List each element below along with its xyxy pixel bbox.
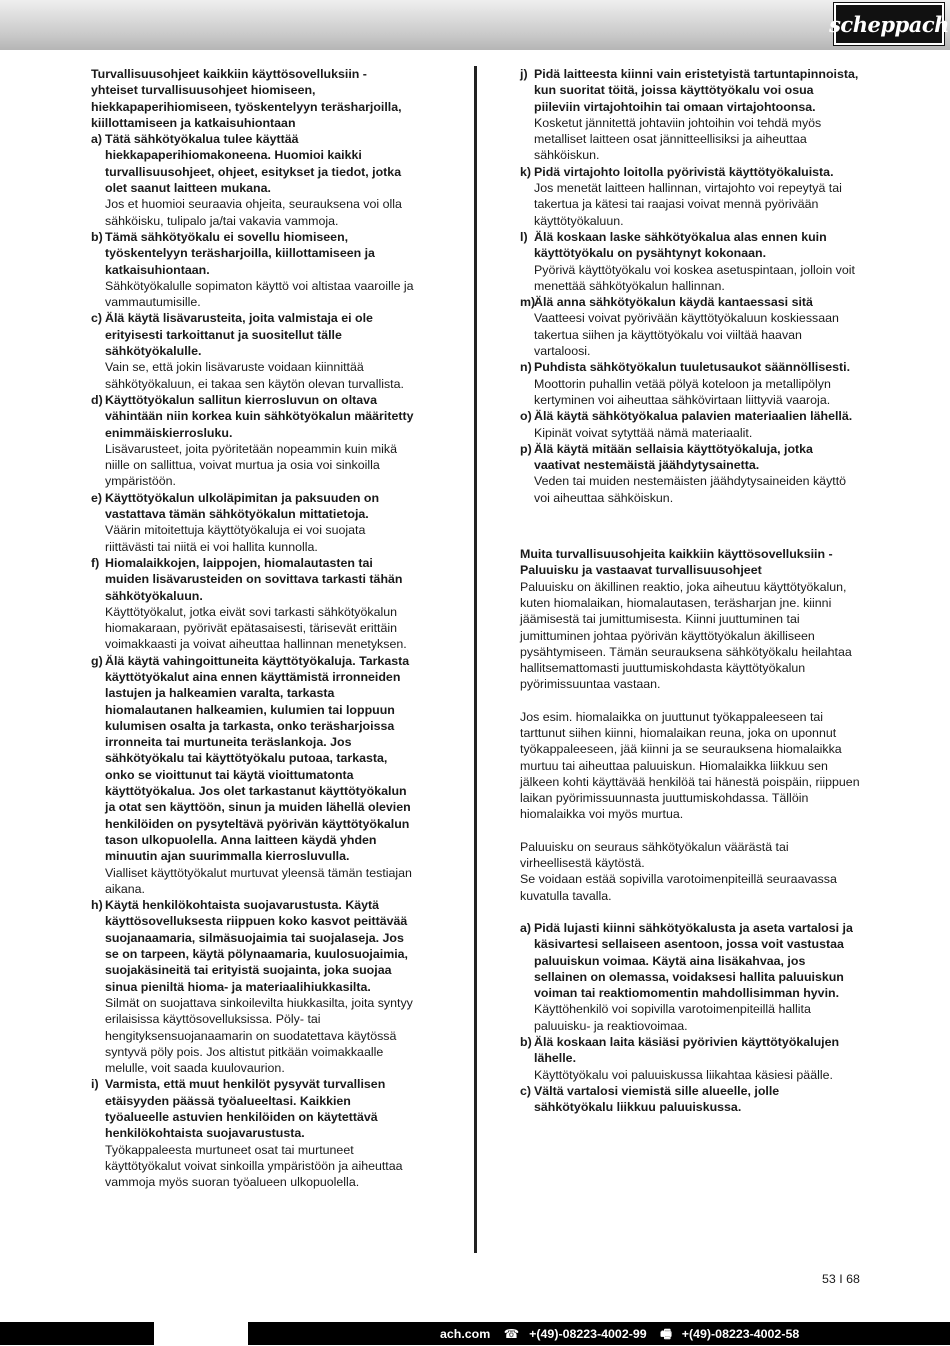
item-heading: Älä käytä sähkötyökalua palavien materiaalien lähellä. <box>534 409 853 424</box>
left-column <box>91 66 416 1190</box>
item-letter: g) <box>91 653 103 668</box>
item-heading: Käytä henkilökohtaista suojavarustusta. Käytä käyttösovelluksesta riippuen koko kasvot peittävää suojanaamaria, silmäsuojaimia tai suojalaseja. Jos se on tarpeen, käytä pölynaamaria, kuulosuojaimia, suojakäsineitä tai erityistä suojainta, joka suojaa sinua pieniltä hioma- ja materiaalihiukkasilta. <box>105 898 408 994</box>
item-heading: Tämä sähkötyökalu ei sovellu hiomiseen, työskentelyyn teräsharjoilla, kiillottamiseen ja katkaisuhiontaan. <box>105 229 375 277</box>
item-body <box>534 66 860 164</box>
kickback-paragraph-3a: Paluuisku on seuraus sähkötyökalun väärästä tai virheellisestä käytöstä. <box>520 839 789 871</box>
left-item <box>91 392 416 490</box>
item-text: Veden tai muiden nestemäisten jäähdytysaineiden käyttö voi aiheuttaa sähköiskun. <box>534 474 847 505</box>
column-divider <box>474 66 477 1253</box>
item-heading: Tätä sähkötyökalua tulee käyttää hiekkapaperihiomakoneena. Huomioi kaikki turvallisuusohjeet, ohjeet, esitykset ja tiedot, jotka olet saanut laitteen mukana. <box>105 132 402 196</box>
left-item <box>91 555 416 653</box>
item-letter: i) <box>91 1077 99 1092</box>
item-body <box>105 229 416 310</box>
left-item <box>91 490 416 555</box>
item-letter: k) <box>520 164 532 179</box>
item-text: Kosketut jännitettä johtaviin johtoihin voi tehdä myös metalliset laitteen osat jännitteellisiksi ja aiheuttaa sähköiskun. <box>534 115 822 163</box>
item-text: Moottorin puhallin vetää pölyä koteloon ja metallipölyn kertyminen voi aiheuttaa sähkövirtaan liittyviä vaaroja. <box>534 376 831 407</box>
item-body <box>534 1083 860 1116</box>
item-heading: Puhdista sähkötyökalun tuuletusaukot säännöllisesti. <box>534 360 851 375</box>
left-item <box>91 1076 416 1190</box>
phone-icon: ☎ <box>503 1327 520 1341</box>
right-item <box>520 164 860 229</box>
item-heading: Hiomalaikkojen, laippojen, hiomalautasten tai muiden lisävarusteiden on sovittava tarkasti tähän sähkötyökaluun. <box>105 555 403 603</box>
item-text: Vain se, että jokin lisävaruste voidaan kiinnittää sähkötyökaluun, ei takaa sen käytön olevan turvallista. <box>105 360 404 391</box>
left-item <box>91 131 416 229</box>
item-body <box>534 229 860 294</box>
footer-fax: +(49)-08223-4002-58 <box>681 1327 800 1341</box>
item-heading: Pidä virtajohto loitolla pyörivistä käyttötyökaluista. <box>534 164 834 179</box>
item-text: Lisävarusteet, joita pyöritetään nopeammin kuin mikä niille on sallittua, voivat murtua ja osia voi sinkoilla ympäristöön. <box>105 441 398 489</box>
kickback-title: Muita turvallisuusohjeita kaikkiin käyttösovelluksiin - Paluuisku ja vastaavat turvallisuusohjeet <box>520 547 833 578</box>
kickback-paragraph-2: Jos esim. hiomalaikka on juuttunut työkappaleeseen tai tarttunut siihen kiinni, hiomalaikan reuna, joka on uponnut työkappaleeseen, jää kiinni ja se seurauksena hiomalaikka murtuu tai aiheuttaa paluuiskun. Hiomalaikka liikkuu sen jälkeen kohti käyttävää henkilöä tai hänestä poispäin, riippuen laikan pyörimissuunnasta juuttumiskohdassa. Tällöin hiomalaikka voi myös murtua. <box>520 709 860 822</box>
item-heading: Pidä lujasti kiinni sähkötyökalusta ja aseta vartalosi ja käsivartesi sellaiseen asentoon, jossa voit vastustaa paluuiskun voimaa. Käytä aina lisäkahvaa, jos sellainen on olemassa, voidaksesi hallita paluuiskun voiman tai reaktiomomentin mahdollisimman hyvin. <box>534 920 853 1001</box>
item-letter: l) <box>520 229 528 244</box>
right-item <box>520 66 860 164</box>
page-number: 53 I 68 <box>822 1272 860 1286</box>
item-letter: d) <box>91 392 103 407</box>
item-body <box>105 555 416 653</box>
item-heading: Varmista, että muut henkilöt pysyvät turvallisen etäisyyden päässä työalueeltasi. Kaikkien työalueelle astuvien henkilöiden on käytettävä henkilökohtaista suojavarustusta. <box>105 1077 386 1141</box>
item-body <box>105 1076 416 1190</box>
item-heading: Älä käytä vahingoittuneita käyttötyökaluja. Tarkasta käyttötyökalut aina ennen käyttämistä irronneiden lastujen ja halkeamien varalta, tarkasta hiomalautanen halkeamien, kulumien tai loppuun kulumisen osalta ja tarkasta, onko teräsharjoissa irronneita tai murtuneita teräslankoja. Jos sähkötyökalu tai käyttötyökalu putoaa, tarkasta, onko se vioittunut tai käytä vioittumatonta käyttötyökalua. Jos olet tarkastanut käyttötyökalun ja otat sen käyttöön, sinun ja muiden lähellä olevien henkilöiden on pysyteltävä pyörivän käyttötyökalun tason ulkopuolella. Anna laitteen käydä yhden minuutin ajan suurimmalla kierrosluvulla. <box>105 653 411 864</box>
item-heading: Älä anna sähkötyökalun käydä kantaessasi sitä <box>534 295 813 310</box>
footer-white-block <box>154 1322 248 1345</box>
item-letter: a) <box>520 920 532 935</box>
right-item <box>520 359 860 408</box>
kickback-item <box>520 1034 860 1083</box>
item-heading: Pidä laitteesta kiinni vain eristetyistä tartuntapinnoista, kun suoritat töitä, joissa käyttötyökalu voi osua piileviin virtajohtoihin tai omaan virtajohtoonsa. <box>534 67 859 114</box>
right-column <box>520 66 860 1116</box>
item-text: Vialliset käyttötyökalut murtuvat yleensä tämän testiajan aikana. <box>105 865 412 896</box>
header-band <box>0 0 950 50</box>
right-item <box>520 441 860 506</box>
item-text: Silmät on suojattava sinkoilevilta hiukkasilta, joita syntyy erilaisissa käyttösovelluksissa. Pöly- tai hengityksensuojanaamarin on suodatettava käytössä syntyvä pöly pois. Jos altistut pitkään voimakkaalle melulle, voit saada kuulovaurion. <box>105 995 413 1076</box>
item-letter: o) <box>520 409 532 424</box>
item-text: Pyörivä käyttötyökalu voi koskea asetuspintaan, jolloin voit menettää sähkötyökalun hallinnan. <box>534 262 855 293</box>
item-heading: Älä käytä lisävarusteita, joita valmistaja ei ole erityisesti tarkoittanut ja suositellut tälle sähkötyökalulle. <box>105 311 373 359</box>
item-text: Sähkötyökalulle sopimaton käyttö voi altistaa vaaroille ja vammautumisille. <box>105 278 414 310</box>
item-body <box>534 920 860 1034</box>
item-text: Väärin mitoitettuja käyttötyökaluja ei voi suojata riittävästi tai niitä ei voi hallita kunnolla. <box>105 523 366 554</box>
item-letter: c) <box>520 1083 532 1098</box>
item-letter: m) <box>520 295 536 310</box>
footer-phone: +(49)-08223-4002-99 <box>529 1327 647 1341</box>
item-text: Työkappaleesta murtuneet osat tai murtuneet käyttötyökalut voivat sinkoilla ympäristöön ja aiheuttaa vammoja myös suoran työalueen ulkopuolella. <box>105 1142 403 1190</box>
kickback-paragraph-1: Paluuisku on äkillinen reaktio, joka aiheutuu käyttötyökalun, kuten hiomalaikan, hiomalautasen, teräsharjan jne. kiinni jäämisestä tai jumittumisesta. Kiinni juuttuminen tai jumittuminen johtaa pyörivän käyttötyökalun äkilliseen pysähtymiseen. Tämän seurauksena sähkötyökalu heilahtaa hallitsemattomasti juuttumiskohdasta käyttötyökalun pyörimissuuntaa vastaan. <box>520 579 852 692</box>
item-body <box>105 310 416 391</box>
item-heading: Älä käytä mitään sellaisia käyttötyökaluja, jotka vaativat nestemäistä jäähdytysainetta. <box>534 441 813 473</box>
item-letter: j) <box>520 67 528 81</box>
item-body <box>105 131 416 229</box>
left-item <box>91 653 416 897</box>
item-text: Käyttötyökalut, jotka eivät sovi tarkasti sähkötyökalun hiomakaraan, pyörivät epätasaisesti, tärisevät erittäin voimakkaasti ja voivat aiheuttaa hallinnan menetyksen. <box>105 604 407 652</box>
item-text: Vaatteesi voivat pyörivään käyttötyökaluun koskiessaan takertua siihen ja käyttötyökalu voi viiltää haavan vartaloosi. <box>534 311 839 359</box>
item-text: Käyttöhenkilö voi sopivilla varotoimenpiteillä hallita paluuisku- ja reaktiovoimaa. <box>534 1002 811 1033</box>
item-body <box>534 408 860 441</box>
left-item <box>91 897 416 1076</box>
item-letter: a) <box>91 132 103 147</box>
item-letter: e) <box>91 490 103 505</box>
item-body <box>105 897 416 1076</box>
item-letter: f) <box>91 555 100 570</box>
item-body <box>534 441 860 506</box>
item-body <box>534 1034 860 1083</box>
footer-band <box>0 1322 950 1345</box>
item-heading: Älä koskaan laske sähkötyökalua alas ennen kuin käyttötyökalu on pysähtynyt kokonaan. <box>534 229 827 261</box>
footer-website: ach.com <box>440 1327 491 1341</box>
kickback-item <box>520 920 860 1034</box>
item-text: Kipinät voivat sytyttää nämä materiaalit. <box>534 425 753 440</box>
footer-contact <box>440 1325 809 1346</box>
item-text: Käyttötyökalu voi paluuiskussa liikahtaa käsiesi päälle. <box>534 1067 833 1082</box>
item-body <box>534 164 860 229</box>
item-body <box>534 359 860 408</box>
left-item <box>91 229 416 310</box>
right-item <box>520 408 860 441</box>
item-body <box>105 392 416 490</box>
item-letter: c) <box>91 311 103 326</box>
kickback-item <box>520 1083 860 1116</box>
item-letter: p) <box>520 441 532 456</box>
brand-logo: scheppach <box>834 3 944 45</box>
item-letter: b) <box>91 229 103 244</box>
item-letter: b) <box>520 1035 532 1050</box>
item-heading: Käyttötyökalun ulkoläpimitan ja paksuuden on vastattava tämän sähkötyökalun mittatietoja. <box>105 490 380 522</box>
section-title: Turvallisuusohjeet kaikkiin käyttösovelluksiin - yhteiset turvallisuusohjeet hiomiseen, hiekkapaperihiomiseen, työskentelyyn teräsharjoilla, kiillottamiseen ja katkaisuhiontaan <box>91 67 402 130</box>
left-item <box>91 310 416 391</box>
item-letter: n) <box>520 360 532 375</box>
item-letter: h) <box>91 898 103 913</box>
item-heading: Älä koskaan laita käsiäsi pyörivien käyttötyökalujen lähelle. <box>534 1035 840 1066</box>
fax-icon: 🖷 <box>660 1327 672 1341</box>
right-item <box>520 229 860 294</box>
kickback-paragraph-3b: Se voidaan estää sopivilla varotoimenpiteillä seuraavassa kuvatulla tavalla. <box>520 872 837 903</box>
item-body <box>105 490 416 555</box>
item-text: Jos menetät laitteen hallinnan, virtajohto voi repeytyä tai takertua ja kätesi tai raajasi voivat mennä pyörivään käyttötyökaluun. <box>534 181 842 228</box>
item-heading: Käyttötyökalun sallitun kierrosluvun on oltava vähintään niin korkea kuin sähkötyökalun määritetty enimmäiskierrosluku. <box>105 392 414 440</box>
item-text: Jos et huomioi seuraavia ohjeita, seurauksena voi olla sähköisku, tulipalo ja/tai vakavia vammoja. <box>105 197 402 228</box>
item-body <box>105 653 416 897</box>
right-item <box>520 294 860 359</box>
item-heading: Vältä vartalosi viemistä sille alueelle, jolle sähkötyökalu liikkuu paluuiskussa. <box>534 1083 780 1115</box>
item-body <box>534 294 860 359</box>
